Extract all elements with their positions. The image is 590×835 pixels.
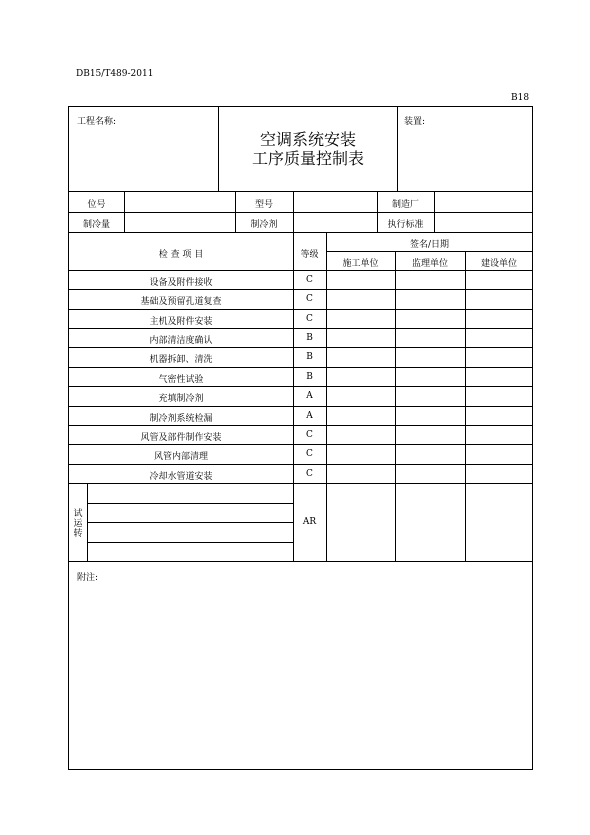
standard-number: DB15/T489-2011: [76, 69, 154, 79]
signature-cell-supervision[interactable]: [396, 368, 465, 386]
inspection-item-header: 检 查 项 目: [158, 250, 204, 260]
refrigerant-label: 制冷剂: [250, 220, 278, 230]
standard-label: 执行标准: [387, 220, 424, 230]
standard-field[interactable]: [435, 213, 533, 232]
signature-cell-supervision[interactable]: [396, 310, 465, 328]
inspection-item: 基础及预留孔道复查: [140, 297, 222, 308]
signature-cell-owner[interactable]: [466, 387, 533, 405]
signature-cell-supervision[interactable]: [396, 387, 465, 405]
project-name-label: 工程名称:: [77, 117, 117, 127]
inspection-item: 机器拆卸、清洗: [149, 355, 213, 366]
signature-cell-supervision[interactable]: [396, 290, 465, 308]
model-label: 型号: [254, 200, 273, 210]
inspection-grade: C: [306, 449, 313, 460]
device-label: 装置:: [404, 117, 426, 127]
inspection-item: 设备及附件接收: [149, 278, 213, 288]
form-title: [219, 130, 397, 168]
signature-cell-construction[interactable]: [327, 407, 395, 425]
refrigerant-field[interactable]: [294, 213, 377, 232]
model-field[interactable]: [294, 192, 377, 212]
notes-field[interactable]: [69, 582, 533, 769]
trial-run-line-3[interactable]: [88, 523, 293, 542]
inspection-item: 风管内部清理: [153, 452, 208, 463]
signature-date-header: 签名/日期: [409, 240, 450, 250]
position-number-label: 位号: [87, 200, 106, 210]
signature-cell-owner[interactable]: [466, 465, 533, 483]
inspection-grade: B: [306, 352, 313, 363]
signature-cell-owner[interactable]: [466, 426, 533, 444]
signature-cell-supervision[interactable]: [396, 407, 465, 425]
form-title-line-1: 空调系统安装: [259, 130, 356, 149]
signature-cell-owner[interactable]: [466, 445, 533, 463]
signature-cell-supervision[interactable]: [396, 465, 465, 483]
inspection-item: 内部清洁度确认: [149, 336, 213, 347]
signature-cell-owner[interactable]: [466, 310, 533, 328]
form-frame: [68, 106, 533, 770]
inspection-item: 主机及附件安装: [149, 316, 213, 327]
trial-run-line-4[interactable]: [88, 543, 293, 561]
signature-cell-owner[interactable]: [466, 271, 533, 289]
trial-run-text: 试 运 转: [73, 509, 83, 539]
form-title-line-2: 工序质量控制表: [251, 149, 364, 168]
trial-run-grade: AR: [302, 517, 317, 527]
signature-cell-construction[interactable]: [327, 271, 395, 289]
inspection-grade: A: [306, 410, 313, 421]
trial-run-line-1[interactable]: [88, 484, 293, 503]
signature-cell-construction[interactable]: [327, 290, 395, 308]
inspection-grade: B: [306, 333, 313, 344]
signature-cell-owner[interactable]: [466, 348, 533, 366]
inspection-item: 气密性试验: [158, 374, 204, 385]
signature-cell-owner[interactable]: [466, 290, 533, 308]
sign-col-supervision: 监理单位: [411, 259, 448, 269]
trial-run-label: [72, 509, 84, 539]
cooling-capacity-field[interactable]: [125, 213, 235, 232]
inspection-grade: A: [306, 391, 313, 402]
signature-cell-supervision[interactable]: [396, 445, 465, 463]
signature-cell-owner[interactable]: [466, 329, 533, 347]
inspection-item: 制冷剂系统检漏: [149, 413, 213, 424]
inspection-grade: C: [306, 275, 313, 285]
signature-cell-construction[interactable]: [327, 348, 395, 366]
sign-col-owner: 建设单位: [480, 259, 517, 269]
inspection-item: 充填制冷剂: [158, 394, 204, 405]
signature-cell-construction[interactable]: [327, 426, 395, 444]
signature-cell-construction[interactable]: [327, 445, 395, 463]
signature-cell-construction[interactable]: [327, 387, 395, 405]
signature-cell-owner[interactable]: [466, 368, 533, 386]
position-number-field[interactable]: [125, 192, 235, 212]
manufacturer-field[interactable]: [435, 192, 533, 212]
signature-cell-owner[interactable]: [466, 407, 533, 425]
signature-cell-construction[interactable]: [327, 465, 395, 483]
trial-run-line-2[interactable]: [88, 504, 293, 522]
grade-header: 等级: [300, 250, 319, 260]
inspection-grade: B: [306, 371, 313, 382]
inspection-item: 冷却水管道安装: [149, 471, 213, 482]
inspection-grade: C: [306, 294, 313, 305]
inspection-grade: C: [306, 429, 313, 440]
sign-col-construction: 施工单位: [342, 259, 379, 269]
cooling-capacity-label: 制冷量: [82, 220, 110, 230]
signature-cell-supervision[interactable]: [396, 348, 465, 366]
form-code: B18: [511, 93, 530, 103]
inspection-item: 风管及部件制作安装: [140, 432, 222, 443]
signature-cell-supervision[interactable]: [396, 426, 465, 444]
signature-cell-construction[interactable]: [327, 310, 395, 328]
signature-cell-construction[interactable]: [327, 368, 395, 386]
signature-cell-supervision[interactable]: [396, 271, 465, 289]
signature-cell-supervision[interactable]: [396, 329, 465, 347]
inspection-grade: C: [306, 313, 313, 324]
manufacturer-label: 制造厂: [391, 200, 419, 210]
notes-label: 附注:: [77, 573, 99, 583]
inspection-grade: C: [306, 468, 313, 479]
signature-cell-construction[interactable]: [327, 329, 395, 347]
